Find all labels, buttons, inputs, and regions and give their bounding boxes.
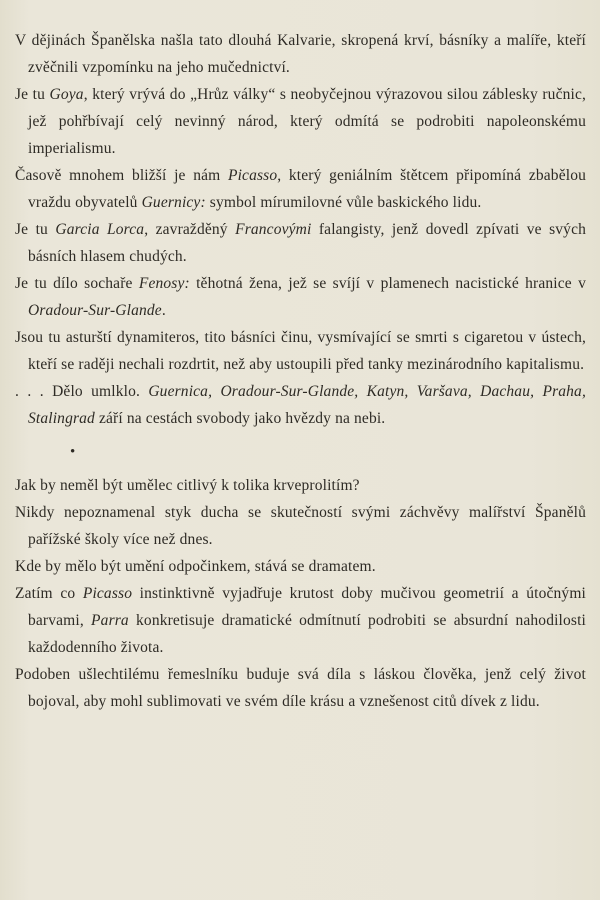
emphasized-text: Fenosy: bbox=[138, 275, 190, 292]
paragraph: Nikdy nepoznamenal styk ducha se skutečností svými záchvěvy malířství Španělů pařížské školy více než dnes. bbox=[15, 504, 586, 548]
paragraph: Kde by mělo být umění odpočinkem, stává se dramatem. bbox=[15, 558, 376, 575]
emphasized-text: Parra bbox=[91, 612, 129, 629]
section-divider-bullet: • bbox=[70, 444, 76, 460]
emphasized-text: Oradour-Sur-Glande bbox=[28, 302, 162, 319]
emphasized-text: Garcia Lorca bbox=[55, 221, 145, 238]
emphasized-text: Guernicy: bbox=[141, 194, 206, 211]
emphasized-text: Goya bbox=[49, 86, 84, 103]
paragraph: Zatím co Picasso instinktivně vyjadřuje krutost doby mučivou geometrií a útočnými barvami, Parra konkretisuje dramatické odmítnutí podrobiti se absurdní nahodilosti každodenního života. bbox=[15, 585, 586, 656]
emphasized-text: Picasso bbox=[82, 585, 133, 602]
paragraph: Je tu Goya, který vrývá do „Hrůz války“ s neobyčejnou výrazovou silou záblesky ručnic, jež pohřbívají celý nevinný národ, který odmítá se podrobiti napoleonskému imperialismu. bbox=[15, 86, 587, 157]
paragraph: Podoben ušlechtilému řemeslníku buduje svá díla s láskou člověka, jenž celý život bojoval, aby mohl sublimovati ve svém díle krásu a vznešenost citů dívek z lidu. bbox=[15, 666, 586, 710]
paragraph: Časově mnohem bližší je nám Picasso, který geniálním štětcem připomíná zbabělou vraždu obyvatelů Guernicy: symbol mírumilovné vůle baskického lidu. bbox=[15, 167, 586, 211]
paragraph: Jsou tu asturští dynamiteros, tito básníci činu, vysmívající se smrti s cigaretou v ústech, kteří se raději nechali rozdrtit, než aby ustoupili před tanky mezinárodního kapitalismu. bbox=[15, 329, 586, 373]
paragraph: V dějinách Španělska našla tato dlouhá Kalvarie, skropená krví, básníky a malíře, kteří zvěčnili vzpomínku na jeho mučednictví. bbox=[15, 32, 586, 76]
paragraph: Je tu Garcia Lorca, zavražděný Francovými falangisty, jenž dovedl zpívati ve svých básních hlasem chudých. bbox=[15, 221, 587, 265]
paragraph: . . . Dělo umlklo. Guernica, Oradour-Sur-Glande, Katyn, Varšava, Dachau, Praha, Stalingrad září na cestách svobody jako hvězdy na nebi. bbox=[15, 383, 586, 427]
emphasized-text: Francovými bbox=[235, 221, 312, 238]
paragraph: Jak by neměl být umělec citlivý k tolika krveprolitím? bbox=[15, 477, 360, 494]
paragraph: Je tu dílo sochaře Fenosy: těhotná žena, jež se svíjí v plamenech nacistické hranice v Oradour-Sur-Glande. bbox=[15, 275, 586, 319]
emphasized-text: Picasso bbox=[227, 167, 278, 184]
emphasized-text: Guernica, Oradour-Sur-Glande, Katyn, Varšava, Dachau, Praha, Stalingrad bbox=[28, 383, 586, 427]
